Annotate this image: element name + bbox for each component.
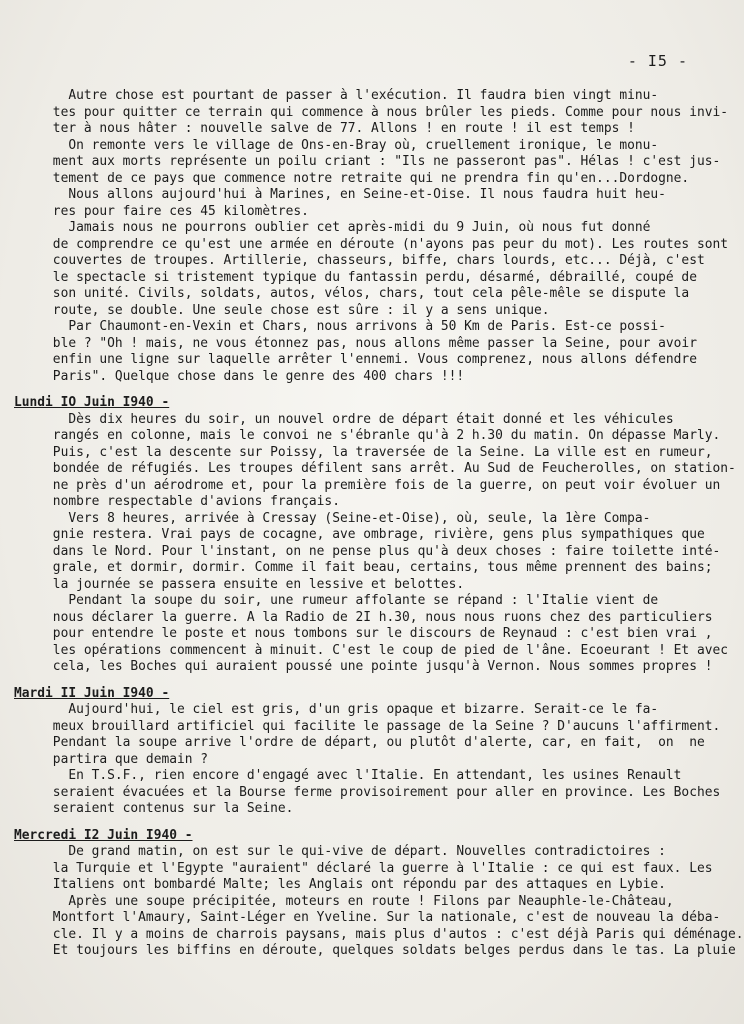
text-line: nous déclarer la guerre. A la Radio de 2I h.30, nous nous ruons chez des particuliers: [14, 609, 713, 625]
text-line: Paris". Quelque chose dans le genre des 400 chars !!!: [14, 368, 465, 384]
text-line: res pour faire ces 45 kilomètres.: [14, 203, 309, 219]
text-line: Jamais nous ne pourrons oublier cet après-midi du 9 Juin, où nous fut donné: [14, 220, 651, 235]
section-gap: [14, 676, 736, 684]
text-line: Vers 8 heures, arrivée à Cressay (Seine-et-Oise), où, seule, la 1ère Compa-: [14, 510, 651, 526]
text-line: seraient contenus sur la Seine.: [14, 801, 294, 816]
text-line: les opérations commencent à minuit. C'est le coup de pied de l'âne. Ecoeurant ! Et avec: [14, 642, 728, 658]
text-line: la journée se passera ensuite en lessive et belottes.: [14, 576, 465, 592]
date-heading: Mercredi I2 Juin I940 -: [14, 827, 193, 843]
text-line: Italiens ont bombardé Malte; les Anglais ont répondu par des attaques en Lybie.: [14, 877, 666, 892]
text-line: seraient évacuées et la Bourse ferme provisoirement pour aller en province. Les Boches: [14, 784, 721, 800]
text-line: ne près d'un aérodrome et, pour la première fois de la guerre, on peut voir évoluer un: [14, 477, 721, 493]
section: [14, 827, 744, 960]
text-line: tes pour quitter ce terrain qui commence à nous brûler les pieds. Comme pour nous invi-: [14, 104, 728, 120]
text-line: ment aux morts représente un poilu criant : "Ils ne passeront pas". Hélas ! c'est jus-: [14, 154, 721, 169]
text-line: Autre chose est pourtant de passer à l'exécution. Il faudra bien vingt minu-: [14, 88, 659, 103]
text-line: la Turquie et l'Egypte "auraient" déclaré la guerre à l'Italie : ce qui est faux. Les: [14, 860, 713, 876]
text-line: Et toujours les biffins en déroute, quelques soldats belges perdus dans le tas. La pluie: [14, 943, 736, 958]
section-gap: [14, 818, 736, 826]
section: [14, 686, 736, 818]
text-line: Nous allons aujourd'hui à Marines, en Seine-et-Oise. Il nous faudra huit heu-: [14, 187, 666, 202]
text-line: De grand matin, on est sur le qui-vive de départ. Nouvelles contradictoires :: [14, 844, 666, 859]
text-line: Montfort l'Amaury, Saint-Léger en Yveline. Sur la nationale, c'est de nouveau la déba-: [14, 910, 721, 925]
text-line: rangés en colonne, mais le convoi ne s'ébranle qu'à 2 h.30 du matin. On dépasse Marly.: [14, 428, 721, 443]
text-line: nombre respectable d'avions français.: [14, 494, 340, 509]
section: [14, 88, 736, 385]
text-line: On remonte vers le village de Ons-en-Bray où, cruellement ironique, le monu-: [14, 137, 659, 153]
text-line: Par Chaumont-en-Vexin et Chars, nous arrivons à 50 Km de Paris. Est-ce possi-: [14, 319, 666, 334]
text-line: route, se double. Une seule chose est sûre : il y a sens unique.: [14, 302, 550, 318]
section: [14, 395, 736, 676]
page-number: - I5 -: [627, 52, 688, 70]
text-line: bondée de réfugiés. Les troupes défilent sans arrêt. Au Sud de Feucherolles, on station-: [14, 461, 736, 476]
text-line: ter à nous hâter : nouvelle salve de 77. Allons ! en route ! il est temps !: [14, 121, 635, 136]
text-line: Puis, c'est la descente sur Poissy, la traversée de la Seine. La ville est en rumeur,: [14, 444, 713, 460]
text-line: dans le Nord. Pour l'instant, on ne pense plus qu'à deux choses : faire toilette inté-: [14, 543, 721, 559]
text-line: Pendant la soupe arrive l'ordre de départ, ou plutôt d'alerte, car, en fait, on ne: [14, 735, 705, 750]
text-line: son unité. Civils, soldats, autos, vélos, chars, tout cela pêle-mêle se dispute la: [14, 286, 690, 301]
date-heading: Mardi II Juin I940 -: [14, 685, 170, 701]
text-line: gnie restera. Vrai pays de cocagne, ave ombrage, rivière, gens plus sympathiques que: [14, 527, 705, 542]
text-line: Après une soupe précipitée, moteurs en route ! Filons par Neauphle-le-Château,: [14, 893, 674, 909]
text-line: de comprendre ce qu'est une armée en déroute (n'ayons pas peur du mot). Les routes sont: [14, 236, 728, 252]
text-line: le spectacle si tristement typique du fantassin perdu, désarmé, débraillé, coupé de: [14, 269, 697, 285]
text-line: meux brouillard artificiel qui facilite le passage de la Seine ? D'aucuns l'affirment.: [14, 718, 721, 734]
text-line: partira que demain ?: [14, 751, 209, 767]
text-line: couvertes de troupes. Artillerie, chasseurs, biffe, chars lourds, etc... Déjà, c'est: [14, 253, 705, 268]
date-heading: Lundi IO Juin I940 -: [14, 395, 170, 410]
text-line: Aujourd'hui, le ciel est gris, d'un gris opaque et bizarre. Serait-ce le fa-: [14, 702, 659, 717]
text-line: ble ? "Oh ! mais, ne vous étonnez pas, nous allons même passer la Seine, pour avoir: [14, 335, 697, 351]
text-line: Dès dix heures du soir, un nouvel ordre de départ était donné et les véhicules: [14, 411, 674, 427]
text-line: Pendant la soupe du soir, une rumeur affolante se répand : l'Italie vient de: [14, 593, 659, 608]
text-line: cle. Il y a moins de charrois paysans, mais plus d'autos : c'est déjà Paris qui déménage.: [14, 926, 744, 942]
text-line: En T.S.F., rien encore d'engagé avec l'Italie. En attendant, les usines Renault: [14, 768, 682, 783]
text-line: cela, les Boches qui auraient poussé une pointe jusqu'à Vernon. Nous sommes propres !: [14, 659, 713, 674]
text-line: pour entendre le poste et nous tombons sur le discours de Reynaud : c'est bien vrai ,: [14, 626, 713, 641]
document-body: [14, 88, 744, 960]
text-line: tement de ce pays que commence notre retraite qui ne prendra fin qu'en...Dordogne.: [14, 170, 690, 186]
text-line: grale, et dormir, dormir. Comme il fait beau, certains, tous même prennent des bains;: [14, 560, 713, 575]
text-line: enfin une ligne sur laquelle arrêter l'ennemi. Vous comprenez, nous allons défendre: [14, 352, 697, 367]
section-gap: [14, 385, 736, 393]
